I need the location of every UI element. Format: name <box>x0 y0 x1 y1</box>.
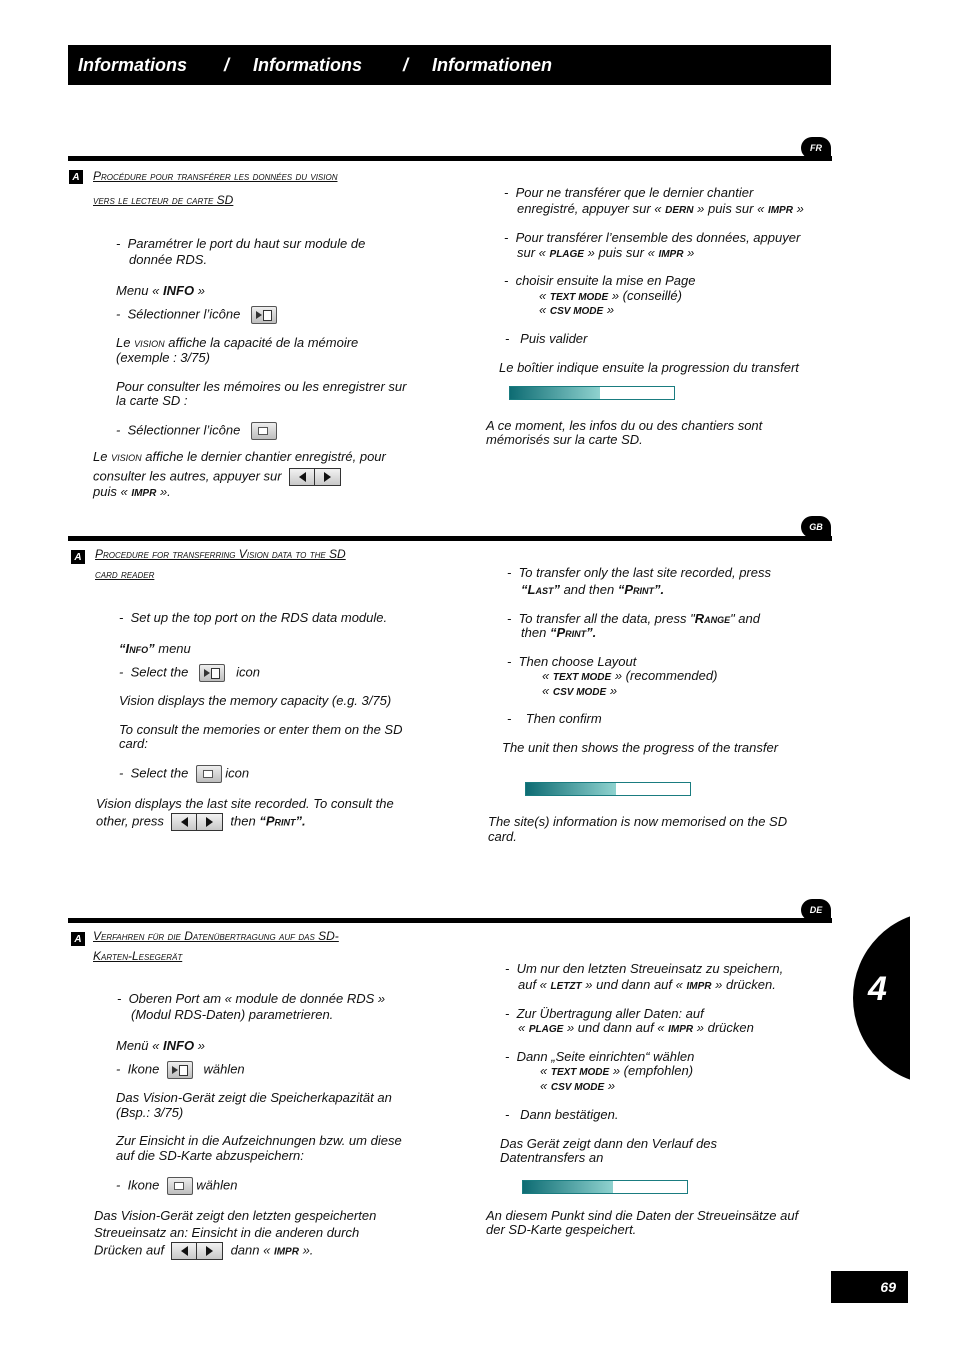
info-text: Drücken auf dann « IMPR ». <box>94 1242 313 1260</box>
sd-card-icon <box>167 1177 193 1195</box>
title-line: Procédure pour transférer les données du vision <box>93 169 338 183</box>
step-text: - Oberen Port am « module de donnée RDS » <box>117 991 386 1006</box>
info-text: Das Vision-Gerät zeigt die Speicherkapazität an <box>116 1090 392 1105</box>
info-text: Vision displays the last site recorded. To consult the <box>96 796 394 811</box>
sd-card-icon <box>251 422 277 440</box>
step-text: “Last” and then “Print”. <box>521 582 665 597</box>
layout-option: « TEXT MODE » (recommended) <box>542 668 718 683</box>
info-text: Le vision affiche le dernier chantier enregistré, pour <box>93 449 386 464</box>
step-text: donnée RDS. <box>129 252 208 267</box>
step-text: - Zur Übertragung aller Daten: auf <box>505 1006 704 1021</box>
language-badge-gb: GB <box>801 516 831 538</box>
step-text: - Sélectionner l’icône <box>116 306 277 324</box>
info-text: Le boîtier indique ensuite la progression du transfert <box>499 360 799 375</box>
section-letter-box: A <box>71 932 85 946</box>
info-text: auf die SD-Karte abzuspeichern: <box>116 1148 304 1163</box>
step-text: - Then choose Layout <box>507 654 637 669</box>
info-text: An diesem Punkt sind die Daten der Streueinsätze auf <box>486 1208 799 1223</box>
step-text: auf « LETZT » und dann auf « IMPR » drücken. <box>518 977 776 992</box>
info-text: Das Vision-Gerät zeigt den letzten gespeicherten <box>94 1208 377 1223</box>
step-text: sur « PLAGE » puis sur « IMPR » <box>517 245 695 260</box>
section-divider <box>68 536 832 541</box>
chapter-number: 4 <box>868 970 887 1008</box>
section-title-fr <box>93 164 413 212</box>
header-separator: / <box>403 54 409 75</box>
info-text: puis « IMPR ». <box>93 484 171 499</box>
arrow-keys-icon <box>171 813 223 831</box>
title-line: Verfahren für die Datenübertragung auf das SD- <box>93 929 339 943</box>
step-text: - Set up the top port on the RDS data module. <box>119 610 388 625</box>
info-text: Pour consulter les mémoires ou les enregistrer sur <box>116 379 407 394</box>
language-badge-de: DE <box>801 899 831 921</box>
step-text: - Ikone wählen <box>116 1177 237 1195</box>
page-number: 69 <box>880 1279 896 1295</box>
info-text: The site(s) information is now memorised on the SD <box>488 814 788 829</box>
info-text: The unit then shows the progress of the transfer <box>502 740 779 755</box>
step-text: (Modul RDS-Daten) parametrieren. <box>131 1007 334 1022</box>
step-text: - Puis valider <box>505 331 588 346</box>
info-text: la carte SD : <box>116 393 188 408</box>
section-title-gb <box>95 544 415 584</box>
memory-icon <box>251 306 277 324</box>
step-text: - Dann bestätigen. <box>505 1107 619 1122</box>
step-text: - Ikone wählen <box>116 1061 245 1079</box>
page-header <box>68 45 831 85</box>
step-text: - Paramétrer le port du haut sur module de <box>116 236 366 251</box>
info-text: Le vision affiche la capacité de la mémoire <box>116 335 359 350</box>
info-text: der SD-Karte gespeichert. <box>486 1222 637 1237</box>
step-text: - choisir ensuite la mise en Page <box>504 273 696 288</box>
info-text: Vision displays the memory capacity (e.g. 3/75) <box>119 693 392 708</box>
layout-option: « CSV MODE » <box>539 302 615 317</box>
info-text: A ce moment, les infos du ou des chantiers sont <box>486 418 763 433</box>
step-text: - Then confirm <box>507 711 602 726</box>
layout-option: « CSV MODE » <box>540 1078 616 1093</box>
step-text: « PLAGE » und dann auf « IMPR » drücken <box>518 1020 754 1035</box>
menu-instruction: Menu « INFO » <box>116 283 205 298</box>
step-text: - Select the icon <box>119 664 260 682</box>
step-text: - Sélectionner l’icône <box>116 422 277 440</box>
layout-option: « TEXT MODE » (empfohlen) <box>540 1063 694 1078</box>
info-text: card. <box>488 829 517 844</box>
title-line: vers le lecteur de carte SD <box>93 193 234 207</box>
memory-icon <box>167 1061 193 1079</box>
title-line: card reader <box>95 567 155 581</box>
info-text: Streueinsatz an: Einsicht in die anderen durch <box>94 1225 360 1240</box>
info-text: (exemple : 3/75) <box>116 350 210 365</box>
info-text: consulter les autres, appuyer sur <box>93 468 341 486</box>
step-text: - To transfer all the data, press "Range" and <box>507 611 760 626</box>
header-title-fr: Informations <box>78 54 188 75</box>
arrow-keys-icon <box>171 1242 223 1260</box>
info-text: Das Gerät zeigt dann den Verlauf des <box>500 1136 718 1151</box>
header-title-de: Informationen <box>432 54 552 75</box>
info-text: To consult the memories or enter them on the SD <box>119 722 403 737</box>
step-text: - Pour ne transférer que le dernier chantier <box>504 185 754 200</box>
title-line: Procedure for transferring Vision data to the SD <box>95 547 346 561</box>
layout-option: « CSV MODE » <box>542 683 618 698</box>
section-divider <box>68 918 832 923</box>
step-text: - Dann „Seite einrichten“ wählen <box>505 1049 695 1064</box>
sd-card-icon <box>196 765 222 783</box>
step-text: - To transfer only the last site recorded, press <box>507 565 771 580</box>
transfer-progress-bar <box>509 386 675 400</box>
step-text: - Pour transférer l’ensemble des données, appuyer <box>504 230 801 245</box>
info-text: card: <box>119 736 148 751</box>
info-text: other, press then “Print”. <box>96 813 306 831</box>
info-text: (Bsp.: 3/75) <box>116 1105 184 1120</box>
transfer-progress-bar <box>522 1180 688 1194</box>
step-text: then “Print”. <box>521 625 597 640</box>
info-text: Datentransfers an <box>500 1150 604 1165</box>
section-title-de <box>93 926 413 966</box>
title-line: Karten-Lesegerät <box>93 949 183 963</box>
memory-icon <box>199 664 225 682</box>
section-divider <box>68 156 832 161</box>
info-text: Zur Einsicht in die Aufzeichnungen bzw. um diese <box>116 1133 402 1148</box>
menu-instruction: Menü « INFO » <box>116 1038 205 1053</box>
step-text: - Select the icon <box>119 765 249 783</box>
menu-instruction: “Info” menu <box>119 641 191 656</box>
header-separator: / <box>224 54 230 75</box>
transfer-progress-bar <box>525 782 691 796</box>
header-title-gb: Informations <box>253 54 363 75</box>
arrow-keys-icon <box>289 468 341 486</box>
section-letter-box: A <box>71 550 85 564</box>
layout-option: « TEXT MODE » (conseillé) <box>539 288 682 303</box>
section-letter-box: A <box>69 170 83 184</box>
page-number-box <box>831 1271 908 1303</box>
info-text: mémorisés sur la carte SD. <box>486 432 643 447</box>
step-text: - Um nur den letzten Streueinsatz zu speichern, <box>505 961 784 976</box>
language-badge-fr: FR <box>801 137 831 159</box>
step-text: enregistré, appuyer sur « DERN » puis sur « IMPR » <box>517 201 804 216</box>
